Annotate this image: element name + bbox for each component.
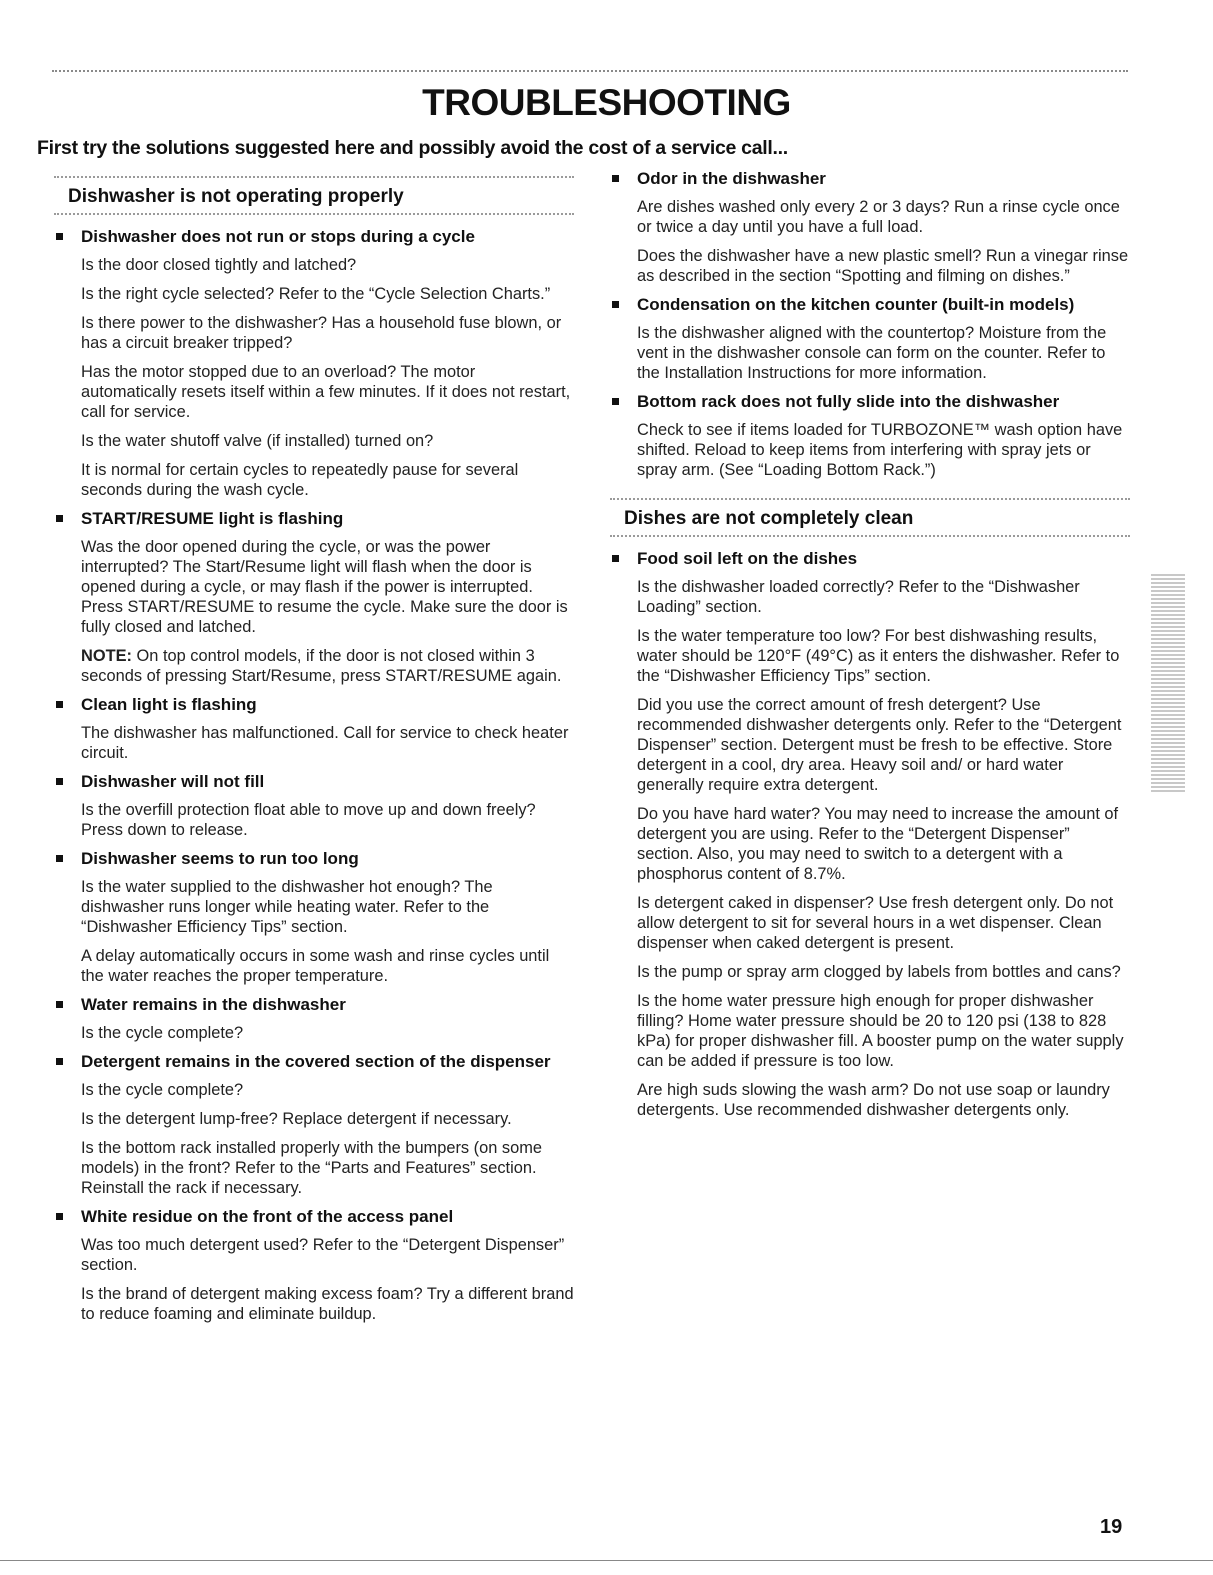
item-paragraph: The dishwasher has malfunctioned. Call for service to check heater circuit. — [81, 724, 569, 762]
item-paragraph: Are high suds slowing the wash arm? Do not use soap or laundry detergents. Use recommended dishwasher detergents only. — [637, 1081, 1110, 1119]
item-heading — [54, 1207, 574, 1227]
item-heading — [54, 849, 574, 869]
square-bullet-icon — [56, 855, 63, 862]
item-paragraph: Check to see if items loaded for TURBOZONE™ wash option have shifted. Reload to keep items from interfering with spray jets or spray arm. (See “Loading Bottom Rack.”) — [637, 421, 1123, 479]
troubleshoot-item — [54, 1052, 574, 1198]
item-heading — [610, 392, 1130, 412]
item-heading — [610, 549, 1130, 569]
item-heading-text: Water remains in the dishwasher — [81, 995, 346, 1014]
left-items — [54, 227, 574, 1324]
square-bullet-icon — [56, 1001, 63, 1008]
item-heading-text: START/RESUME light is flashing — [81, 509, 344, 528]
note-paragraph — [81, 646, 574, 686]
item-paragraph: Is the door closed tightly and latched? — [81, 256, 357, 274]
square-bullet-icon — [56, 515, 63, 522]
troubleshoot-item — [54, 995, 574, 1043]
item-paragraph: Is the bottom rack installed properly with the bumpers (on some models) in the front? Refer to the “Parts and Features” section. Reinstall the rack if necessary. — [81, 1139, 542, 1197]
note-label: NOTE: — [81, 647, 132, 665]
item-paragraph: Is the pump or spray arm clogged by labels from bottles and cans? — [637, 963, 1121, 981]
troubleshoot-item — [54, 509, 574, 686]
item-paragraph: Is the cycle complete? — [81, 1024, 244, 1042]
troubleshoot-item — [54, 849, 574, 986]
bottom-rule — [0, 1560, 1213, 1561]
item-paragraph: It is normal for certain cycles to repeatedly pause for several seconds during the wash cycle. — [81, 461, 519, 499]
item-paragraph: Was the door opened during the cycle, or was the power interrupted? The Start/Resume light will flash when the door is opened during a cycle, or may flash if the power is interrupted. Press START/RESUME to resume the cycle. Make sure the door is fully closed and latched. — [81, 538, 568, 636]
item-paragraph: Are dishes washed only every 2 or 3 days? Run a rinse cycle once or twice a day until you have a full load. — [637, 198, 1120, 236]
section-title: Dishwasher is not operating properly — [68, 186, 404, 207]
section-header — [610, 498, 1130, 537]
item-heading-text: Dishwasher seems to run too long — [81, 849, 359, 868]
item-heading-text: Bottom rack does not fully slide into the dishwasher — [637, 392, 1060, 411]
troubleshoot-item — [610, 392, 1130, 480]
item-heading — [610, 169, 1130, 189]
page-number: 19 — [1100, 1516, 1123, 1538]
item-heading — [610, 295, 1130, 315]
item-paragraph: Is the cycle complete? — [81, 1081, 244, 1099]
item-paragraph: Is the overfill protection float able to move up and down freely? Press down to release. — [81, 801, 536, 839]
item-paragraph: Is the dishwasher loaded correctly? Refer to the “Dishwasher Loading” section. — [637, 578, 1080, 616]
troubleshoot-item — [54, 772, 574, 840]
left-column — [54, 168, 574, 1333]
square-bullet-icon — [56, 233, 63, 240]
square-bullet-icon — [56, 701, 63, 708]
item-heading — [54, 772, 574, 792]
item-paragraph: Does the dishwasher have a new plastic smell? Run a vinegar rinse as described in the section “Spotting and filming on dishes.” — [637, 247, 1129, 285]
page-title: TROUBLESHOOTING — [422, 82, 791, 123]
item-paragraph: Is the water supplied to the dishwasher hot enough? The dishwasher runs longer while heating water. Refer to the “Dishwasher Efficiency Tips” section. — [81, 878, 493, 936]
item-heading-text: Condensation on the kitchen counter (built-in models) — [637, 295, 1075, 314]
square-bullet-icon — [56, 1213, 63, 1220]
item-heading-text: Detergent remains in the covered section of the dispenser — [81, 1052, 551, 1071]
section-bottom-rule — [610, 535, 1130, 537]
item-heading-text: Odor in the dishwasher — [637, 169, 826, 188]
item-paragraph: Is the detergent lump-free? Replace detergent if necessary. — [81, 1110, 512, 1128]
right-column — [610, 162, 1130, 1129]
scan-artifact-mark — [1151, 572, 1185, 792]
note-text: On top control models, if the door is not closed within 3 seconds of pressing Start/Resume, press START/RESUME again. — [81, 647, 562, 685]
square-bullet-icon — [612, 555, 619, 562]
troubleshoot-item — [610, 295, 1130, 383]
item-heading-text: Dishwasher does not run or stops during a cycle — [81, 227, 475, 246]
item-heading-text: Clean light is flashing — [81, 695, 257, 714]
troubleshoot-item — [54, 695, 574, 763]
square-bullet-icon — [612, 175, 619, 182]
right-items-top — [610, 169, 1130, 480]
item-paragraph: Was too much detergent used? Refer to the “Detergent Dispenser” section. — [81, 1236, 565, 1274]
troubleshoot-item — [610, 549, 1130, 1120]
square-bullet-icon — [612, 398, 619, 405]
square-bullet-icon — [56, 778, 63, 785]
item-paragraph: Is the brand of detergent making excess foam? Try a different brand to reduce foaming and eliminate buildup. — [81, 1285, 574, 1323]
item-heading — [54, 695, 574, 715]
section-title: Dishes are not completely clean — [624, 508, 914, 529]
item-paragraph: Is there power to the dishwasher? Has a household fuse blown, or has a circuit breaker tripped? — [81, 314, 562, 352]
top-dotted-rule — [52, 70, 1128, 72]
item-heading-text: Dishwasher will not fill — [81, 772, 265, 791]
square-bullet-icon — [56, 1058, 63, 1065]
item-heading — [54, 1052, 574, 1072]
item-heading — [54, 995, 574, 1015]
item-heading — [54, 227, 574, 247]
item-paragraph: Is the water temperature too low? For best dishwashing results, water should be 120°F (49°C) as it enters the dishwasher. Refer to the “Dishwasher Efficiency Tips” section. — [637, 627, 1120, 685]
item-heading-text: White residue on the front of the access panel — [81, 1207, 454, 1226]
item-paragraph: Is the dishwasher aligned with the countertop? Moisture from the vent in the dishwasher console can form on the counter. Refer to the Installation Instructions for more information. — [637, 324, 1107, 382]
page-subtitle: First try the solutions suggested here and possibly avoid the cost of a service call... — [37, 137, 788, 159]
item-paragraph: Do you have hard water? You may need to increase the amount of detergent you are using. Refer to the “Detergent Dispenser” section. Also, you may need to switch to a detergent with a phosphorus content of 8.7%. — [637, 805, 1119, 883]
item-paragraph: A delay automatically occurs in some wash and rinse cycles until the water reaches the proper temperature. — [81, 947, 550, 985]
square-bullet-icon — [612, 301, 619, 308]
troubleshoot-item — [610, 169, 1130, 286]
item-paragraph: Did you use the correct amount of fresh detergent? Use recommended dishwasher detergents only. Refer to the “Detergent Dispenser” section. Detergent must be fresh to be effective. Store detergent in a cool, dry area. Heavy soil and/ or hard water generally require extra detergent. — [637, 696, 1122, 794]
item-paragraph: Is detergent caked in dispenser? Use fresh detergent only. Do not allow detergent to sit for several hours in a wet dispenser. Clean dispenser when caked detergent is present. — [637, 894, 1114, 952]
troubleshoot-item — [54, 1207, 574, 1324]
section-header — [54, 176, 574, 215]
item-paragraph: Is the right cycle selected? Refer to the “Cycle Selection Charts.” — [81, 285, 551, 303]
item-paragraph: Is the water shutoff valve (if installed) turned on? — [81, 432, 434, 450]
right-items-bottom — [610, 549, 1130, 1120]
item-heading — [54, 509, 574, 529]
item-paragraph: Is the home water pressure high enough for proper dishwasher filling? Home water pressure should be 20 to 120 psi (138 to 828 kPa) for proper dishwasher fill. A booster pump on the water supply can be added if pressure is too low. — [637, 992, 1124, 1070]
item-heading-text: Food soil left on the dishes — [637, 549, 858, 568]
section-bottom-rule — [54, 213, 574, 215]
item-paragraph: Has the motor stopped due to an overload? The motor automatically resets itself within a few minutes. If it does not restart, call for service. — [81, 363, 571, 421]
troubleshoot-item — [54, 227, 574, 500]
